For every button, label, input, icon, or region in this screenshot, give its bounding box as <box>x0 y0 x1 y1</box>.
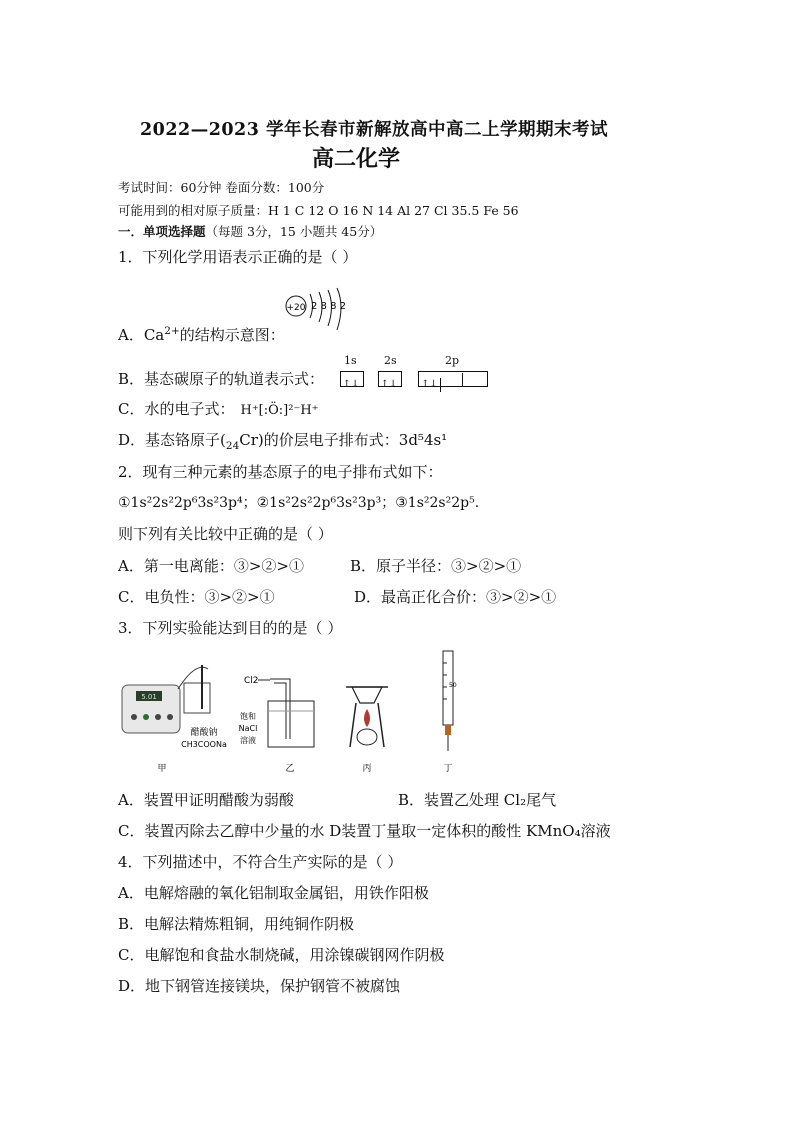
evaporation-apparatus <box>346 687 388 774</box>
exam-info-atomic-mass: 可能用到的相对原子质量：H 1 C 12 O 16 N 14 Al 27 Cl 35.5 Fe 56 <box>118 203 519 218</box>
orbital-label-2s: 2s <box>384 353 397 367</box>
meter-reading: 5.01 <box>141 693 157 701</box>
label-ding: 丁 <box>443 764 453 774</box>
sodium-acetate-label: 醋酸钠 <box>190 728 218 738</box>
exam-info-time: 考试时间：60分钟 卷面分数：100分 <box>118 180 325 195</box>
q4-option-c: C．电解饱和食盐水制烧碱，用涂镍碳钢网作阴极 <box>118 946 445 964</box>
q1-a-prefix: A．Ca <box>118 326 165 344</box>
q4-stem: 4．下列描述中，不符合生产实际的是（ ） <box>118 853 403 871</box>
q1-d-sub: 24 <box>225 440 240 452</box>
q4-option-a: A．电解熔融的氧化铝制取金属铝，用铁作阳极 <box>118 884 429 902</box>
exam-title: 2022—2023 学年长春市新解放高中高二上学期期末考试 <box>140 120 609 140</box>
q2-option-a: A．第一电离能：③>②>① <box>118 557 304 575</box>
q1-a-sup: 2+ <box>164 325 180 337</box>
q3-option-b: B．装置乙处理 Cl₂尾气 <box>398 791 557 809</box>
label-jia: 甲 <box>157 764 167 774</box>
orbital-label-1s: 1s <box>344 353 357 367</box>
nacl-label-3: 溶液 <box>240 736 256 745</box>
orbital-box-1s: 1s ↑↓ <box>340 368 364 387</box>
ph-meter-apparatus <box>122 665 227 774</box>
q3-apparatus-figure <box>118 643 498 775</box>
q4-option-d: D．地下钢管连接镁块，保护钢管不被腐蚀 <box>118 977 401 995</box>
orbital-box-2s: 2s ↑↓ <box>378 368 402 387</box>
label-yi: 乙 <box>285 764 295 774</box>
ch3coona-label: CH3COONa <box>181 740 227 749</box>
q2-prompt: 则下列有关比较中正确的是（ ） <box>118 525 333 543</box>
q1-option-b: B．基态碳原子的轨道表示式： <box>118 370 325 388</box>
section-heading <box>118 222 382 240</box>
nacl-gas-absorption-apparatus <box>239 676 314 774</box>
ca-nucleus-charge: +20 <box>286 303 306 313</box>
orbital-box-2p: 2p ↑↓ <box>418 368 488 387</box>
section-label: 一．单项选择题 <box>118 224 206 239</box>
buret-apparatus <box>443 651 457 774</box>
section-note: （每题 3分，15 小题共 45分） <box>205 224 383 239</box>
ca-shells: 2 8 8 2 <box>311 301 346 312</box>
q1-option-a <box>118 324 285 345</box>
q2-configs: ①1s²2s²2p⁶3s²3p⁴；②1s²2s²2p⁶3s²3p³；③1s²2s²2p⁵. <box>118 495 480 511</box>
q3-stem: 3．下列实验能达到目的的是（ ） <box>118 619 343 637</box>
q2-stem: 2．现有三种元素的基态原子的电子排布式如下： <box>118 463 443 481</box>
q2-option-c: C．电负性：③>②>① <box>118 588 275 606</box>
q1-option-c <box>118 398 319 419</box>
q1-a-suffix: 的结构示意图： <box>179 326 285 344</box>
q3-option-c-d: C．装置丙除去乙醇中少量的水 D装置丁量取一定体积的酸性 KMnO₄溶液 <box>118 822 611 840</box>
q2-option-b: B．原子半径：③>②>① <box>350 557 522 575</box>
q1-d-prefix: D．基态铬原子( <box>118 431 226 449</box>
q1-stem: 1．下列化学用语表示正确的是（ ） <box>118 248 358 266</box>
nacl-label-1: 饱和 <box>240 712 256 721</box>
cl2-label: Cl2 <box>244 676 259 686</box>
q1-c-text: C．水的电子式： <box>118 400 235 418</box>
q1-d-mid: Cr)的价层电子排布式： <box>239 431 399 449</box>
q4-option-b: B．电解法精炼粗铜，用纯铜作阴极 <box>118 915 355 933</box>
nacl-label-2: NaCl <box>238 724 258 733</box>
ca-ion-structure-diagram <box>284 286 364 336</box>
label-bing: 丙 <box>362 764 372 774</box>
q1-option-d <box>118 429 447 452</box>
q1-d-config: 3d⁵4s¹ <box>398 431 448 449</box>
q3-option-a: A．装置甲证明醋酸为弱酸 <box>118 791 294 809</box>
subject-title: 高二化学 <box>312 146 401 172</box>
water-electron-formula: H⁺[:Ö:]²⁻H⁺ <box>240 403 319 418</box>
orbital-label-2p: 2p <box>445 353 460 367</box>
q2-option-d: D．最高正化合价：③>②>① <box>354 588 557 606</box>
buret-mark: 50 <box>449 682 457 689</box>
